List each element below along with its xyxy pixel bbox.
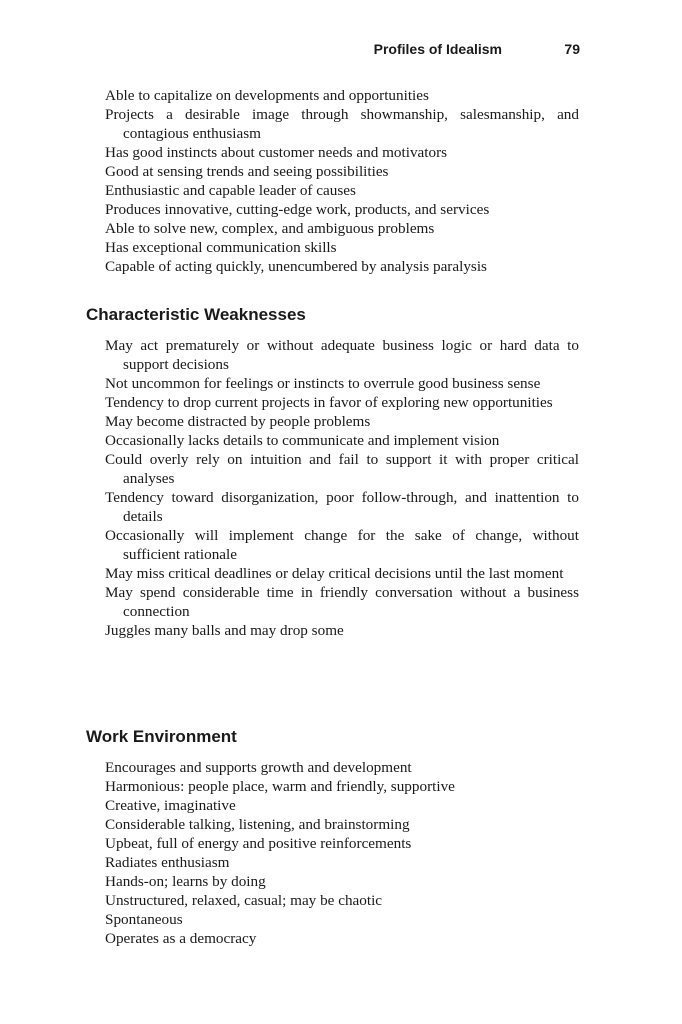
list-item: Good at sensing trends and seeing possibilities — [105, 163, 389, 180]
list-item: Able to capitalize on developments and opportunities — [105, 87, 429, 104]
list-item: Could overly rely on intuition and fail to support it with proper critical analyses — [105, 451, 579, 487]
list-item: Has good instincts about customer needs and motivators — [105, 144, 448, 161]
list-item: Hands-on; learns by doing — [105, 873, 266, 890]
list-item: Enthusiastic and capable leader of causes — [105, 182, 356, 199]
list-item: Operates as a democracy — [105, 930, 257, 947]
list-item: Has exceptional communication skills — [105, 239, 337, 256]
list-item: Produces innovative, cutting-edge work, products, and services — [105, 201, 490, 218]
list-item: Tendency toward disorganization, poor follow-through, and inattention to details — [105, 489, 579, 525]
running-title: Profiles of Idealism — [373, 41, 502, 57]
list-item: Able to solve new, complex, and ambiguous problems — [105, 220, 435, 237]
list-item: Creative, imaginative — [105, 797, 236, 814]
list-item: Projects a desirable image through showmanship, salesmanship, and contagious enthusiasm — [105, 106, 579, 142]
list-item: Harmonious: people place, warm and friendly, supportive — [105, 778, 455, 795]
list-item: May act prematurely or without adequate business logic or hard data to support decisions — [105, 337, 579, 373]
work-environment-list — [105, 758, 579, 948]
list-item: Capable of acting quickly, unencumbered by analysis paralysis — [105, 258, 487, 275]
list-item: Encourages and supports growth and development — [105, 759, 412, 776]
running-head — [86, 41, 580, 61]
list-item: Tendency to drop current projects in favor of exploring new opportunities — [105, 394, 553, 411]
list-item: Occasionally lacks details to communicate and implement vision — [105, 432, 500, 449]
page-number: 79 — [564, 41, 580, 57]
list-item: Spontaneous — [105, 911, 183, 928]
list-item: Juggles many balls and may drop some — [105, 622, 344, 639]
strengths-list — [105, 86, 579, 276]
list-item: Unstructured, relaxed, casual; may be chaotic — [105, 892, 383, 909]
list-item: Radiates enthusiasm — [105, 854, 230, 871]
list-item: Considerable talking, listening, and brainstorming — [105, 816, 410, 833]
weaknesses-list — [105, 336, 579, 640]
section-heading-work-environment: Work Environment — [86, 727, 237, 746]
list-item: Not uncommon for feelings or instincts to overrule good business sense — [105, 375, 541, 392]
list-item: May spend considerable time in friendly conversation without a business connection — [105, 584, 579, 620]
list-item: May become distracted by people problems — [105, 413, 371, 430]
list-item: May miss critical deadlines or delay critical decisions until the last moment — [105, 565, 564, 582]
section-heading-weaknesses: Characteristic Weaknesses — [86, 305, 306, 324]
list-item: Occasionally will implement change for the sake of change, without sufficient rationale — [105, 527, 579, 563]
list-item: Upbeat, full of energy and positive reinforcements — [105, 835, 412, 852]
